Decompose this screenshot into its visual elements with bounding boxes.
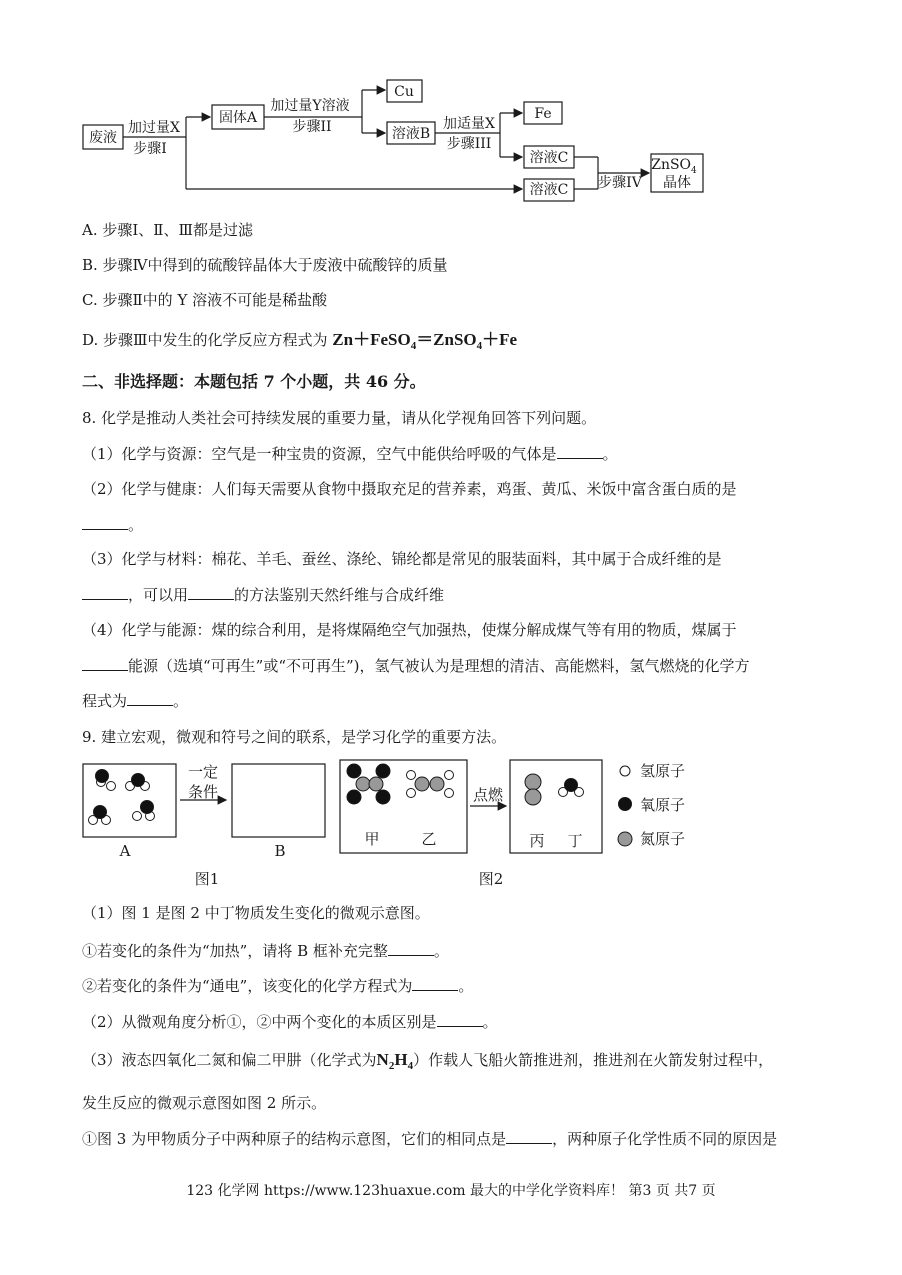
step3-label: 步骤III	[446, 136, 492, 152]
answer-blank[interactable]	[388, 940, 434, 956]
answer-blank[interactable]	[188, 584, 234, 600]
q8-stem: 8. 化学是推动人类社会可持续发展的重要力量，请从化学视角回答下列问题。	[82, 409, 597, 427]
option-d-text: D. 步骤Ⅲ中发生的化学反应方程式为	[82, 331, 328, 349]
oxygen-atom-icon	[619, 798, 632, 811]
q8-part4-last: 程式为 。	[82, 692, 189, 710]
answer-blank[interactable]	[82, 584, 128, 600]
q9-sub3-cont: 发生反应的微观示意图如图 2 所示。	[82, 1094, 327, 1112]
label-b: B	[274, 842, 286, 860]
caption-fig2: 图2	[478, 870, 504, 888]
step2-reagent-label: 加过量Y溶液	[270, 98, 350, 114]
option-a: A. 步骤Ⅰ、Ⅱ、Ⅲ都是过滤	[82, 221, 253, 239]
legend-nitrogen: 氮原子	[640, 830, 686, 848]
condition-line2: 条件	[187, 783, 219, 801]
option-c: C. 步骤Ⅱ中的 Y 溶液不可能是稀盐酸	[82, 291, 328, 309]
option-d-equation: Zn＋FeSO$_4$＝ZnSO$_4$＋Fe	[332, 330, 518, 352]
answer-blank[interactable]	[127, 690, 173, 706]
ignite-label: 点燃	[472, 786, 504, 804]
q9-sub1a: ①若变化的条件为“加热”，请将 B 框补充完整 。	[82, 942, 449, 960]
molecule-yi	[407, 771, 454, 798]
legend-hydrogen: 氢原子	[640, 762, 686, 780]
molecule-ding	[559, 779, 584, 797]
step1-label: 步骤I	[133, 141, 167, 157]
product-crystal-label: 晶体	[663, 175, 691, 191]
step1-reagent-label: 加过量X	[128, 120, 180, 136]
q9-sub1: （1）图 1 是图 2 中丁物质发生变化的微观示意图。	[82, 904, 430, 922]
answer-blank[interactable]	[412, 975, 458, 991]
solid-a-label: 固体A	[218, 110, 258, 126]
molecular-diagram	[0, 752, 902, 892]
process-flowchart	[0, 0, 902, 210]
option-b: B. 步骤Ⅳ中得到的硫酸锌晶体大于废液中硫酸锌的质量	[82, 256, 448, 274]
option-d	[82, 330, 517, 352]
answer-blank[interactable]	[437, 1011, 483, 1027]
label-a: A	[119, 842, 131, 860]
section2-heading: 二、非选择题：本题包括 7 个小题，共 46 分。	[82, 372, 426, 391]
answer-blank[interactable]	[557, 443, 603, 459]
fe-label: Fe	[534, 106, 552, 122]
answer-blank[interactable]	[82, 514, 128, 530]
q8-part4-cont: 能源（选填“可再生”或“不可再生”)，氢气被认为是理想的清洁、高能燃料，氢气燃烧的化学方	[82, 655, 750, 676]
legend-oxygen: 氧原子	[640, 796, 686, 814]
q8-part4: （4）化学与能源：煤的综合利用，是将煤隔绝空气加强热，使煤分解成煤气等有用的物质，煤属于	[82, 621, 737, 639]
product-formula: ZnSO$_4$	[651, 157, 697, 176]
molecule-bing	[525, 774, 541, 805]
q9-sub2: （2）从微观角度分析①，②中两个变化的本质区别是 。	[82, 1013, 498, 1031]
molecule-jia	[347, 764, 390, 804]
step2-label: 步骤II	[292, 119, 332, 135]
label-jia: 甲	[364, 830, 380, 848]
n2h4-formula: $N_2H_4$	[376, 1050, 414, 1072]
q8-part2-answer: 。	[82, 514, 143, 535]
q8-part3: （3）化学与材料：棉花、羊毛、蚕丝、涤纶、锦纶都是常见的服装面料，其中属于合成纤维的是	[82, 550, 722, 568]
q9-sub4: ①图 3 为甲物质分子中两种原子的结构示意图，它们的相同点是 ，两种原子化学性质不同的原因是	[82, 1130, 778, 1148]
q9-stem: 9. 建立宏观，微观和符号之间的联系，是学习化学的重要方法。	[82, 728, 507, 746]
label-bing: 丙	[529, 832, 545, 850]
waste-liquid-label: 废液	[89, 130, 117, 146]
q9-sub3: （3）液态四氧化二氮和偏二甲肼（化学式为$N_2H_4$）作载人飞船火箭推进剂，推进剂在火箭发射过程中，	[82, 1050, 774, 1072]
solution-c-top-label: 溶液C	[529, 150, 569, 166]
hydrogen-atom-icon	[620, 766, 630, 776]
label-ding: 丁	[567, 832, 583, 850]
caption-fig1: 图1	[194, 870, 220, 888]
q8-part2: （2）化学与健康：人们每天需要从食物中摄取充足的营养素，鸡蛋、黄瓜、米饭中富含蛋白质的是	[82, 480, 737, 498]
step4-label: 步骤IV	[598, 175, 642, 191]
step3-reagent-label: 加适量X	[443, 116, 495, 132]
water-molecules	[89, 770, 155, 825]
cu-label: Cu	[394, 84, 414, 100]
page-footer: 123 化学网 https://www.123huaxue.com 最大的中学化学资料库！ 第3 页 共7 页	[186, 1183, 716, 1199]
box-b	[232, 764, 325, 837]
answer-blank[interactable]	[506, 1128, 552, 1144]
label-yi: 乙	[421, 830, 437, 848]
q8-part1: （1）化学与资源：空气是一种宝贵的资源，空气中能供给呼吸的气体是 。	[82, 445, 618, 463]
nitrogen-atom-icon	[618, 832, 632, 846]
condition-line1: 一定	[187, 763, 219, 781]
q8-part3-cont: ，可以用 的方法鉴别天然纤维与合成纤维	[82, 584, 444, 605]
solution-b-label: 溶液B	[391, 126, 431, 142]
q9-sub1b: ②若变化的条件为“通电”，该变化的化学方程式为 。	[82, 977, 474, 995]
solution-c-bottom-label: 溶液C	[529, 182, 569, 198]
box-products	[510, 760, 602, 853]
answer-blank[interactable]	[82, 655, 128, 671]
